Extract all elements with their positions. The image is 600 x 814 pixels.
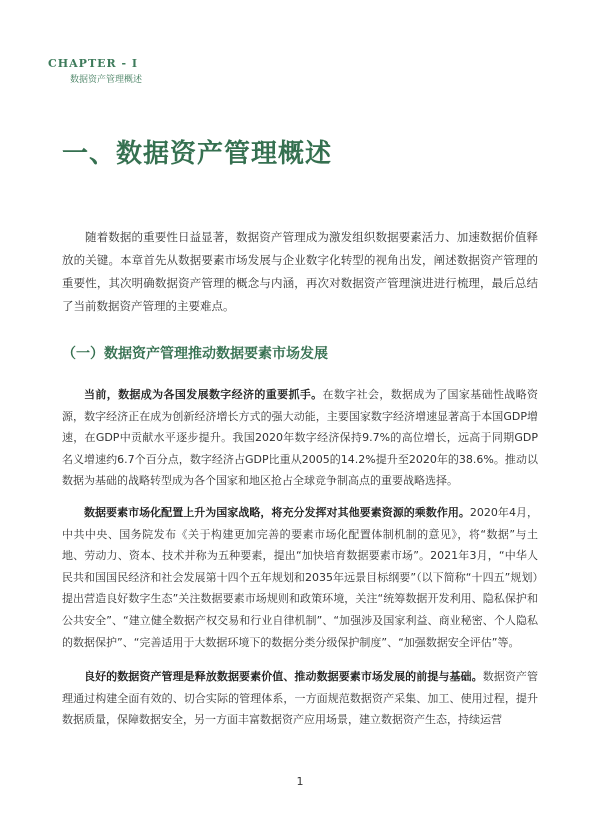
chapter-subtitle: 数据资产管理概述 xyxy=(70,75,143,85)
paragraph-body: 2020年4月，中共中央、国务院发布《关于构建更加完善的要素市场化配置体制机制的意见》，将“数据”与土地、劳动力、资本、技术并称为五种要素，提出“加快培育数据要素市场”。2021年3月，“中华人民共和国国民经济和社会发展第十四个五年规划和2035年远景目标纲要”（以下简称“十四五”规划）提出营造良好数字生态”关注数据要素市场规则和政策环境，关注“统筹数据开发利用、隐私保护和公共安全”、“建立健全数据产权交易和行业自律机制”、“加强涉及国家利益、商业秘密、个人隐私的数据保护”、“完善适用于大数据环境下的数据分类分级保护制度”、“加强数据安全评估”等。 xyxy=(62,506,539,649)
paragraph-lead: 良好的数据资产管理是释放数据要素价值、推动数据要素市场发展的前提与基础。 xyxy=(84,670,483,683)
paragraph-body: 在数字社会，数据成为了国家基础性战略资源，数字经济正在成为创新经济增长方式的强大动能，主要国家数字经济增速显著高于本国GDP增速，在GDP中贡献水平逐步提升。我国2020年数字经济保持9.7%的高位增长，远高于同期GDP名义增速约6.7个百分点，数字经济占GDP比重从2005的14.2%提升至2020年的38.6%。推动以数据为基础的战略转型成为各个国家和地区抢占全球竞争制高点的重要战略选择。 xyxy=(62,388,539,488)
chapter-label: CHAPTER - I xyxy=(48,57,139,70)
intro-paragraph: 随着数据的重要性日益显著，数据资产管理成为激发组织数据要素活力、加速数据价值释放的关键。本章首先从数据要素市场发展与企业数字化转型的视角出发，阐述数据资产管理的重要性，其次明确数据资产管理的概念与内涵，再次对数据资产管理演进进行梳理，最后总结了当前数据资产管理的主要难点。 xyxy=(62,230,538,313)
section-heading: （一）数据资产管理推动数据要素市场发展 xyxy=(62,346,328,362)
paragraph-lead: 数据要素市场化配置上升为国家战略，将充分发挥对其他要素资源的乘数作用。 xyxy=(84,506,470,519)
page-number: 1 xyxy=(296,775,304,788)
body-paragraph-1 xyxy=(62,384,538,492)
page-title: 一、数据资产管理概述 xyxy=(62,139,333,169)
paragraph-lead: 当前，数据成为各国发展数字经济的重要抓手。 xyxy=(84,388,323,401)
paragraph-body: 数据资产管理通过构建全面有效的、切合实际的管理体系，一方面规范数据资产采集、加工、使用过程，提升数据质量，保障数据安全，另一方面丰富数据资产应用场景，建立数据资产生态，持续运营 xyxy=(62,670,539,727)
body-paragraph-2 xyxy=(62,502,538,653)
body-paragraph-3 xyxy=(62,666,538,731)
